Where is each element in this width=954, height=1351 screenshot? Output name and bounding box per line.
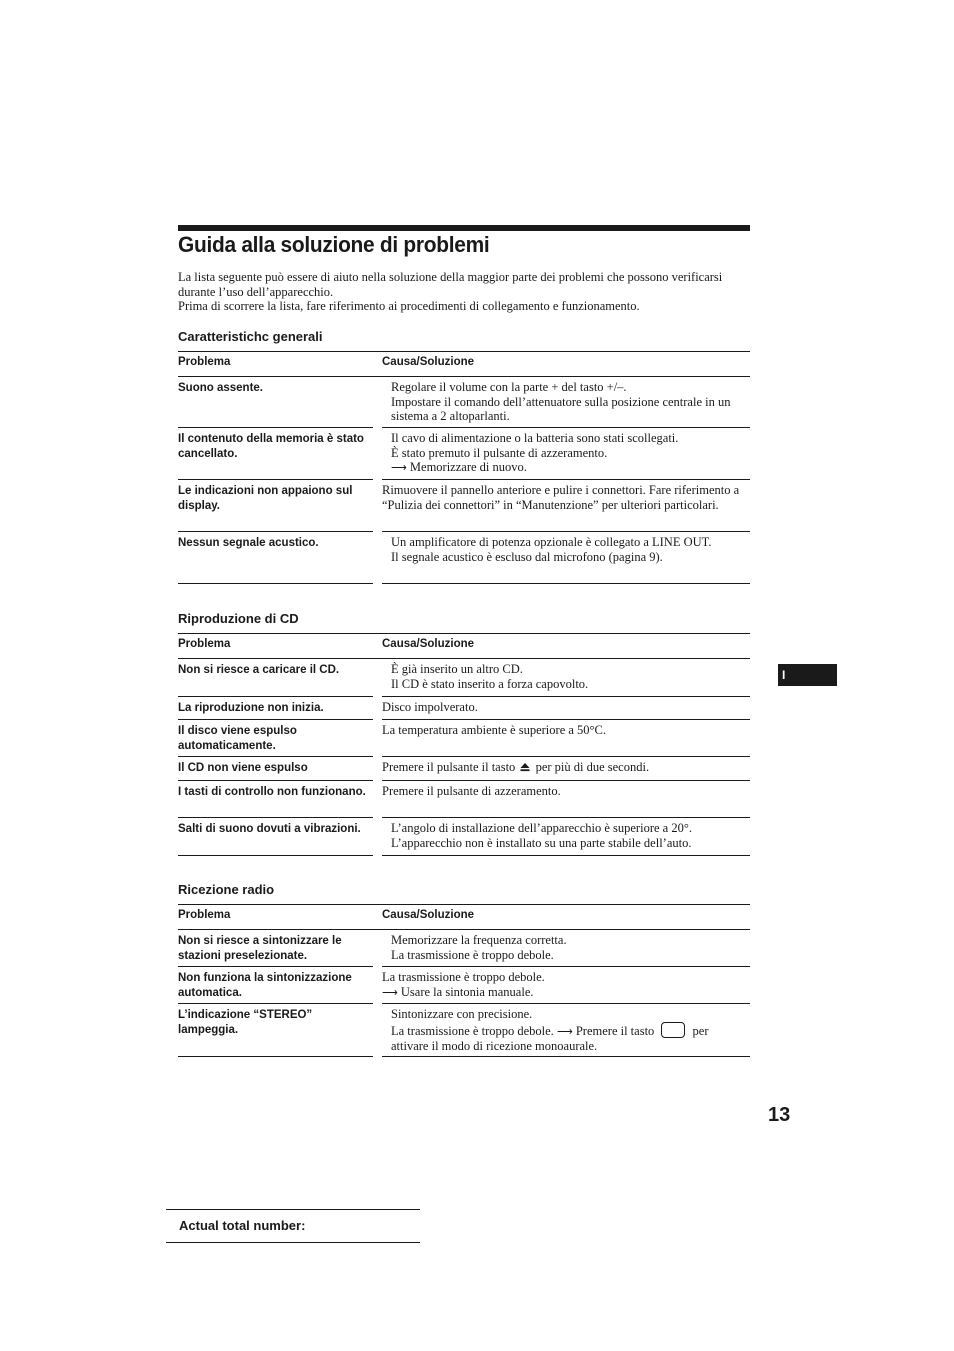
table-row [178,480,750,532]
problem-cell: Non si riesce a sintonizzare le stazioni preselezionate. [178,930,373,967]
solution-line: Sintonizzare con precisione. [391,1007,533,1021]
table-general [178,351,750,584]
problem-cell: Il CD non viene espulso [178,757,373,781]
solution-cell [382,930,750,967]
solution-line: La temperatura ambiente è superiore a 50°C. [382,723,606,737]
table-header [178,633,750,659]
intro-paragraph-2: Prima di scorrere la lista, fare riferimento ai procedimenti di collegamento e funzionamento. [178,299,640,313]
solution-cell [382,659,750,697]
problem-cell: La riproduzione non inizia. [178,697,373,720]
solution-line: Regolare il volume con la parte + del tasto +/–. [391,380,627,394]
solution-text: Usare la sintonia manuale. [400,984,534,999]
problem-cell: Non si riesce a caricare il CD. [178,659,373,697]
column-header-problem: Problema [178,356,231,368]
solution-line: L’angolo di installazione dell’apparecchio è superiore a 20°. [391,821,692,835]
solution-cell [382,720,750,757]
arrow-right-icon: ⟶ [556,1025,573,1038]
solution-line: Il cavo di alimentazione o la batteria sono stati scollegati. [391,431,679,445]
problem-cell: Salti di suono dovuti a vibrazioni. [178,818,373,856]
problem-cell: Il disco viene espulso automaticamente. [178,720,373,757]
arrow-right-icon: ⟶ [391,462,407,474]
table-row [178,697,750,720]
solution-cell [382,757,750,781]
solution-text: Premere il tasto [575,1023,655,1038]
table-row [178,967,750,1004]
solution-line: L’apparecchio non è installato su una parte stabile dell’auto. [391,835,692,850]
total-number-label: Actual total number: [166,1209,420,1243]
intro-paragraph-1: La lista seguente può essere di aiuto nella soluzione della maggior parte dei problemi che possono verificarsi durante l’uso dell’apparecchio. [178,270,723,299]
solution-line: Il segnale acustico è escluso dal microfono (pagina 9). [391,549,663,564]
solution-line: Un amplificatore di potenza opzionale è collegato a LINE OUT. [391,535,712,549]
solution-line: Impostare il comando dell’attenuatore sulla posizione centrale in un sistema a 2 altoparlanti. [391,394,731,423]
page-number: 13 [768,1104,791,1126]
solution-line [391,1022,750,1040]
problem-cell: L’indicazione “STEREO” lampeggia. [178,1004,373,1057]
solution-line: Disco impolverato. [382,700,478,714]
solution-cell [382,428,750,480]
table-row [178,930,750,967]
eject-icon [520,762,530,772]
section-title-radio: Ricezione radio [178,882,275,897]
solution-line [382,985,750,1001]
table-row [178,428,750,480]
section-title-cd: Riproduzione di CD [178,611,299,626]
solution-line [391,460,750,476]
table-row [178,720,750,757]
solution-line: Premere il pulsante di azzeramento. [382,784,561,798]
solution-cell [382,697,750,720]
section-title-general: Caratteristichc generali [178,329,323,344]
solution-line: Rimuovere il pannello anteriore e pulire i connettori. Fare riferimento a “Pulizia dei connettori” in “Manutenzione” per ulteriori particolari. [382,483,740,512]
language-tab: I [778,664,837,686]
table-radio [178,904,750,1057]
solution-line: La trasmissione è troppo debole. [382,970,545,984]
solution-text: per [692,1023,709,1038]
solution-line: Memorizzare la frequenza corretta. [391,933,567,947]
solution-line: È stato premuto il pulsante di azzeramento. [391,445,608,460]
title-rule [178,225,750,231]
solution-text: La trasmissione è troppo debole. [391,1023,554,1038]
problem-cell: Il contenuto della memoria è stato cancellato. [178,428,373,480]
table-row [178,1004,750,1057]
column-header-solution: Causa/Soluzione [382,356,475,368]
table-row [178,781,750,818]
solution-cell [382,1004,750,1057]
solution-cell [382,818,750,856]
solution-text: per più di due secondi. [535,760,650,774]
column-header-solution: Causa/Soluzione [382,638,475,650]
table-row [178,532,750,584]
table-row [178,377,750,428]
table-row [178,757,750,781]
solution-cell [382,967,750,1004]
problem-cell: Nessun segnale acustico. [178,532,373,584]
solution-text: Premere il pulsante il tasto [382,760,516,774]
intro-text [178,270,750,314]
column-header-problem: Problema [178,638,231,650]
column-header-problem: Problema [178,909,231,921]
solution-text: Memorizzare di nuovo. [409,460,527,474]
table-header [178,904,750,930]
table-row [178,818,750,856]
solution-line: attivare il modo di ricezione monoaurale. [391,1039,598,1053]
solution-line: È già inserito un altro CD. [391,662,523,676]
solution-cell [382,480,750,532]
solution-line [382,760,750,775]
problem-cell: Non funziona la sintonizzazione automatica. [178,967,373,1004]
column-header-solution: Causa/Soluzione [382,909,475,921]
table-header [178,351,750,377]
solution-cell [382,532,750,584]
solution-cell [382,377,750,428]
solution-line: Il CD è stato inserito a forza capovolto. [391,676,589,691]
arrow-right-icon: ⟶ [382,986,398,999]
problem-cell: Le indicazioni non appaiono sul display. [178,480,373,532]
solution-line: La trasmissione è troppo debole. [391,947,554,962]
mono-button-icon [661,1022,685,1038]
page-title: Guida alla soluzione di problemi [178,232,490,257]
table-cd [178,633,750,856]
problem-cell: I tasti di controllo non funzionano. [178,781,373,818]
solution-cell [382,781,750,818]
table-row [178,659,750,697]
problem-cell: Suono assente. [178,377,373,428]
